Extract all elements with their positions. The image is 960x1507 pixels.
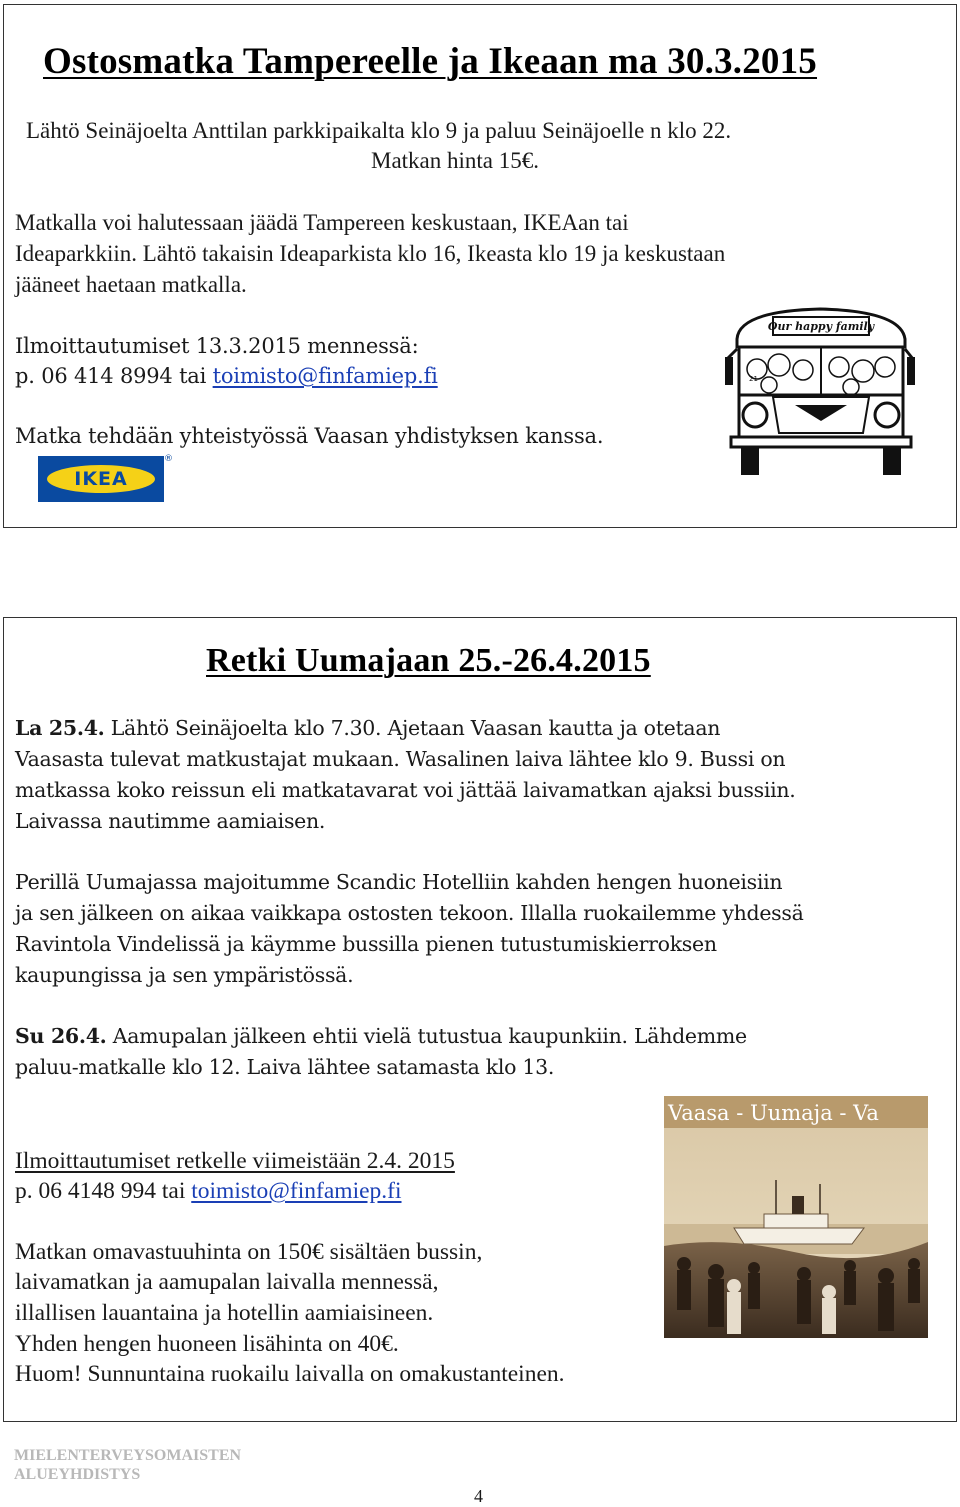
trip2-single-room-price: Yhden hengen huoneen lisähinta on 40€. [15,1331,399,1357]
saturday-label: La 25.4. [15,716,105,740]
bus-illustration [725,305,915,477]
ikea-registered-mark: ® [164,454,173,464]
trip2-price-line: laivamatkan ja aamupalan laivalla mennessä, [15,1269,439,1295]
trip1-text-line: Matkalla voi halutessaan jäädä Tampereen keskustaan, IKEAan tai [15,210,629,235]
trip1-registration-label: Ilmoittautumiset 13.3.2015 mennessä: [15,334,419,358]
trip2-text-line: matkassa koko reissun eli matkatavarat voi jättää laivamatkan ajaksi bussiin. [15,778,796,802]
trip2-sunday-line: Su 26.4. Aamupalan jälkeen ehtii vielä tutustua kaupunkiin. Lähdemme [15,1024,747,1048]
trip1-price: Matkan hinta 15€. [371,148,539,173]
trip2-text-line: ja sen jälkeen on aikaa vaikkapa ostosten tekoon. Illalla ruokailemme yhdessä [15,901,804,925]
trip1-text-line: Ideaparkkiin. Lähtö takaisin Ideaparkista klo 16, Ikeasta klo 19 ja keskustaan [15,241,726,266]
ikea-logo [38,456,164,502]
sunday-label: Su 26.4. [15,1024,107,1048]
trip1-text-line: jääneet haetaan matkalla. [15,272,247,297]
trip2-title: Retki Uumajaan 25.-26.4.2015 [206,642,651,679]
trip2-text-line: Ravintola Vindelissä ja käymme bussilla pienen tutustumiskierroksen [15,932,717,956]
bus-number: 21 [749,375,758,383]
bus-sign-text: Our happy family [767,320,875,333]
trip1-contact [15,364,438,388]
trip1-email-link[interactable]: toimisto@finfamiep.fi [212,364,438,388]
trip1-departure: Lähtö Seinäjoelta Anttilan parkkipaikalta klo 9 ja paluu Seinäjoelle n klo 22. [26,118,732,143]
trip2-contact [15,1178,402,1205]
trip2-price-line: Matkan omavastuuhinta on 150€ sisältäen bussin, [15,1239,483,1265]
trip2-text-line: paluu-matkalle klo 12. Laiva lähtee satamasta klo 13. [15,1055,555,1079]
footer-org-line: ALUEYHDISTYS [14,1466,141,1483]
photo-caption: Vaasa - Uumaja - Va [668,1101,879,1125]
trip2-registration-label: Ilmoittautumiset retkelle viimeistään 2.4. 2015 [15,1148,455,1174]
ferry-photo [664,1096,928,1338]
ikea-logo-text: IKEA [74,468,128,490]
trip1-title: Ostosmatka Tampereelle ja Ikeaan ma 30.3.2015 [43,41,818,82]
footer-organization [14,1446,241,1484]
trip2-saturday-line: La 25.4. Lähtö Seinäjoelta klo 7.30. Ajetaan Vaasan kautta ja otetaan [15,716,721,740]
page-number: 4 [474,1486,483,1506]
trip2-text-line: Vaasasta tulevat matkustajat mukaan. Wasalinen laiva lähtee klo 9. Bussi on [15,747,786,771]
trip2-text-line: Laivassa nautimme aamiaisen. [15,809,326,833]
trip2-phone: p. 06 4148 994 tai [15,1178,192,1204]
trip2-note: Huom! Sunnuntaina ruokailu laivalla on omakustanteinen. [15,1361,565,1387]
footer-org-line: MIELENTERVEYSOMAISTEN [14,1447,242,1464]
trip2-text-line: kaupungissa ja sen ympäristössä. [15,963,354,987]
trip2-email-link[interactable]: toimisto@finfamiep.fi [191,1178,402,1204]
trip2-text-line: Perillä Uumajassa majoitumme Scandic Hotelliin kahden hengen huoneisiin [15,870,783,894]
trip1-cooperation: Matka tehdään yhteistyössä Vaasan yhdistyksen kanssa. [15,424,604,448]
trip1-phone: p. 06 414 8994 tai [15,364,213,388]
trip2-price-line: illallisen lauantaina ja hotellin aamiaisineen. [15,1300,434,1326]
